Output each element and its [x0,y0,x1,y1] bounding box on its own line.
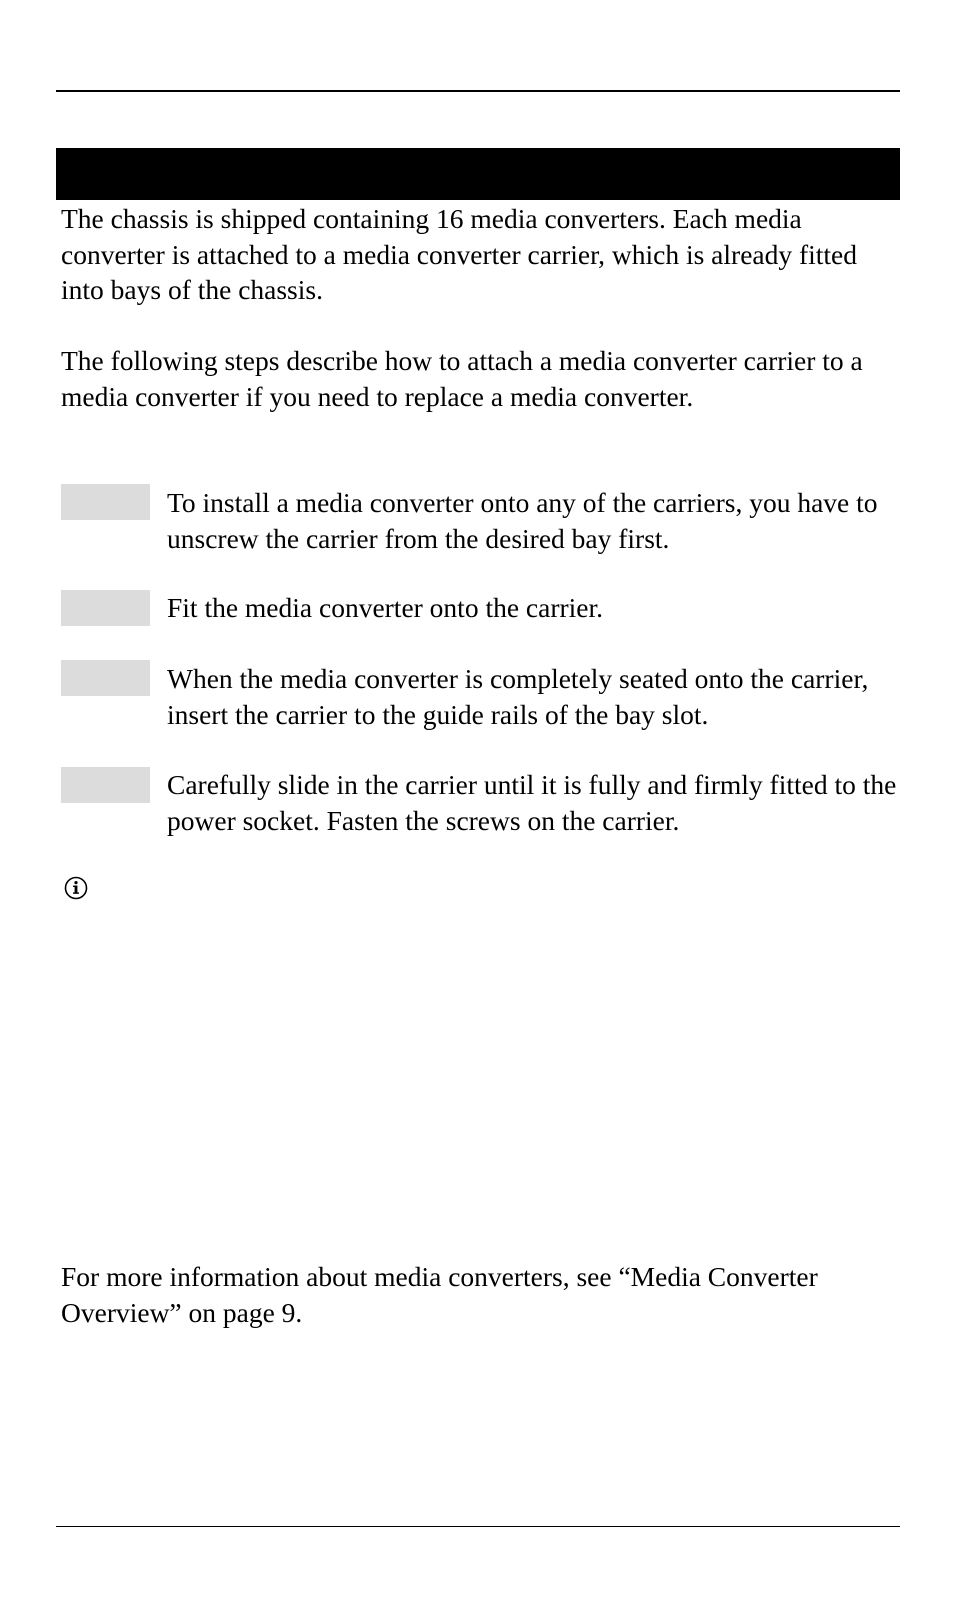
section-header-bar [56,148,900,200]
step-1-text: To install a media converter onto any of the carriers, you have to unscrew the carrier from the desired bay first. [167,487,878,554]
step-3-text: When the media converter is completely seated onto the carrier, insert the carrier to the guide rails of the bay slot. [167,663,869,730]
step-2-text: Fit the media converter onto the carrier. [167,592,604,623]
top-rule [56,90,900,92]
step-4-text: Carefully slide in the carrier until it is fully and firmly fitted to the power socket. Fasten the screws on the carrier. [167,769,897,836]
info-icon [64,876,88,900]
step-1-label-box [61,484,150,520]
intro-paragraph-2: The following steps describe how to attach a media converter carrier to a media converter if you need to replace a media converter. [61,345,863,412]
step-2-label-box [61,590,150,626]
footer-paragraph: For more information about media converters, see “Media Converter Overview” on page 9. [61,1261,818,1328]
step-4-label-box [61,767,150,803]
step-3-label-box [61,660,150,696]
intro-paragraph-1: The chassis is shipped containing 16 media converters. Each media converter is attached to a media converter carrier, which is already fitted into bays of the chassis. [61,203,858,305]
bottom-rule [56,1526,900,1527]
